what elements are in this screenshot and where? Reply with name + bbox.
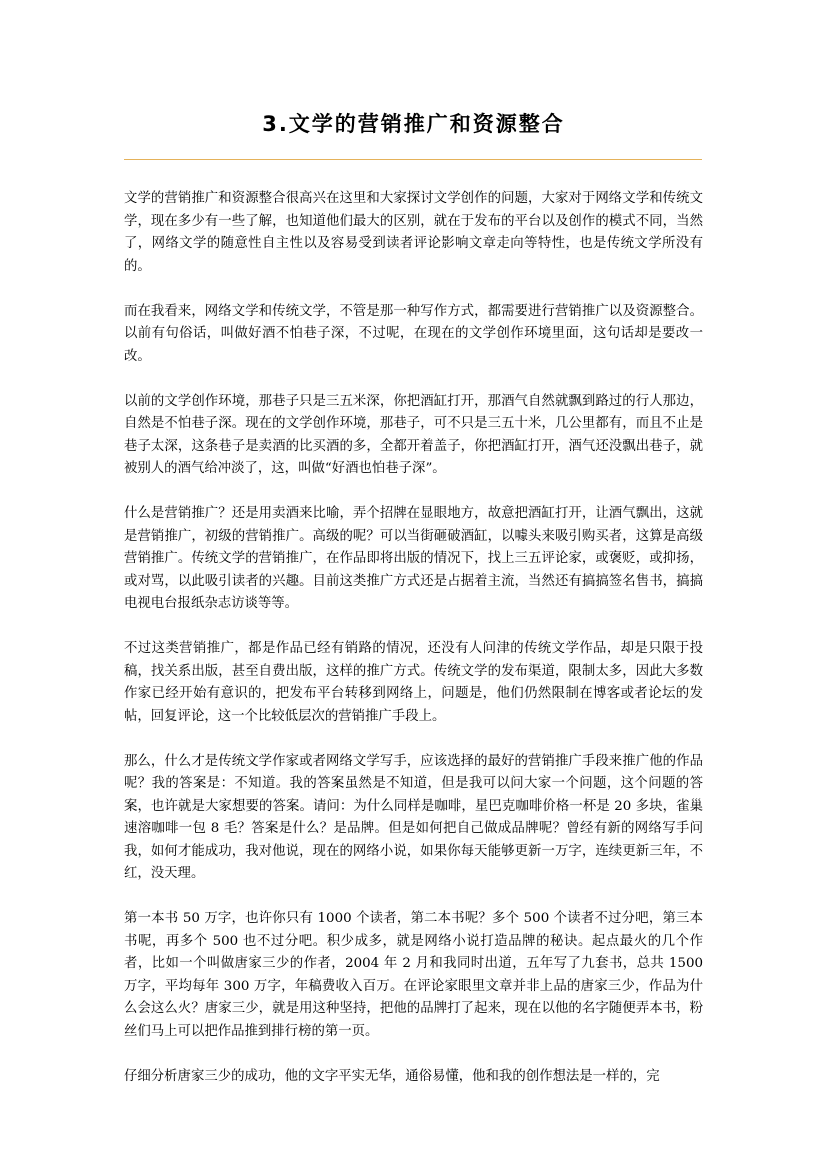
paragraph: 那么，什么才是传统文学作家或者网络文学写手，应该选择的最好的营销推广手段来推广他的作品呢？我的答案是：不知道。我的答案虽然是不知道，但是我可以问大家一个问题，这个问题的答案，也许就是大家想要的答案。请问：为什么同样是咖啡，星巴克咖啡价格一杯是 20 多块，雀巢速溶咖啡一包 8 毛？答案是什么？是品牌。但是如何把自己做成品牌呢？曾经有新的网络写手问我，如何才能成功，我对他说，现在的网络小说，如果你每天能够更新一万字，连续更新三年，不红，没天理。 — [124, 753, 703, 881]
paragraph: 不过这类营销推广，都是作品已经有销路的情况，还没有人问津的传统文学作品，却是只限于投稿，找关系出版，甚至自费出版，这样的推广方式。传统文学的发布渠道，限制太多，因此大多数作家已经开始有意识的，把发布平台转移到网络上，问题是，他们仍然限制在博客或者论坛的发帖，回复评论，这一个比较低层次的营销推广手段上。 — [124, 641, 703, 724]
paragraph: 第一本书 50 万字，也许你只有 1000 个读者，第二本书呢？多个 500 个读者不过分吧，第三本书呢，再多个 500 也不过分吧。积少成多，就是网络小说打造品牌的秘诀。起点最火的几个作者，比如一个叫做唐家三少的作者，2004 年 2 月和我同时出道，五年写了九套书，总共 1500 万字，平均每年 300 万字，年稿费收入百万。在评论家眼里文章并非上品的唐家三少，作品为什么会这么火？唐家三少，就是用这种坚持，把他的品牌打了起来，现在以他的名字随便弄本书，粉丝们马上可以把作品推到排行榜的第一页。 — [124, 911, 703, 1039]
title-divider — [124, 159, 702, 160]
paragraph: 而在我看来，网络文学和传统文学，不管是那一种写作方式，都需要进行营销推广以及资源整合。以前有句俗话，叫做好酒不怕巷子深，不过呢，在现在的文学创作环境里面，这句话却是要改一改。 — [124, 303, 703, 364]
paragraph: 文学的营销推广和资源整合很高兴在这里和大家探讨文学创作的问题，大家对于网络文学和传统文学，现在多少有一些了解，也知道他们最大的区别，就在于发布的平台以及创作的模式不同，当然了，网络文学的随意性自主性以及容易受到读者评论影响文章走向等特性，也是传统文学所没有的。 — [124, 191, 703, 274]
paragraph: 仔细分析唐家三少的成功，他的文字平实无华，通俗易懂，他和我的创作想法是一样的，完 — [124, 1068, 660, 1084]
paragraph: 什么是营销推广？还是用卖酒来比喻，弄个招牌在显眼地方，故意把酒缸打开，让酒气飘出，这就是营销推广，初级的营销推广。高级的呢？可以当街砸破酒缸，以噱头来吸引购买者，这算是高级营销推广。传统文学的营销推广，在作品即将出版的情况下，找上三五评论家，或褒贬，或抑扬，或对骂，以此吸引读者的兴趣。目前这类推广方式还是占据着主流，当然还有搞搞签名售书，搞搞电视电台报纸杂志访谈等等。 — [124, 506, 703, 611]
page-title: 3.文学的营销推广和资源整合 — [262, 112, 565, 136]
paragraph: 以前的文学创作环境，那巷子只是三五米深，你把酒缸打开，那酒气自然就飘到路过的行人那边，自然是不怕巷子深。现在的文学创作环境，那巷子，可不只是三五十米，几公里都有，而且不止是巷子太深，这条巷子是卖酒的比买酒的多，全都开着盖子，你把酒缸打开，酒气还没飘出巷子，就被别人的酒气给冲淡了，这，叫做“好酒也怕巷子深”。 — [124, 393, 703, 476]
article-body — [124, 188, 703, 1111]
